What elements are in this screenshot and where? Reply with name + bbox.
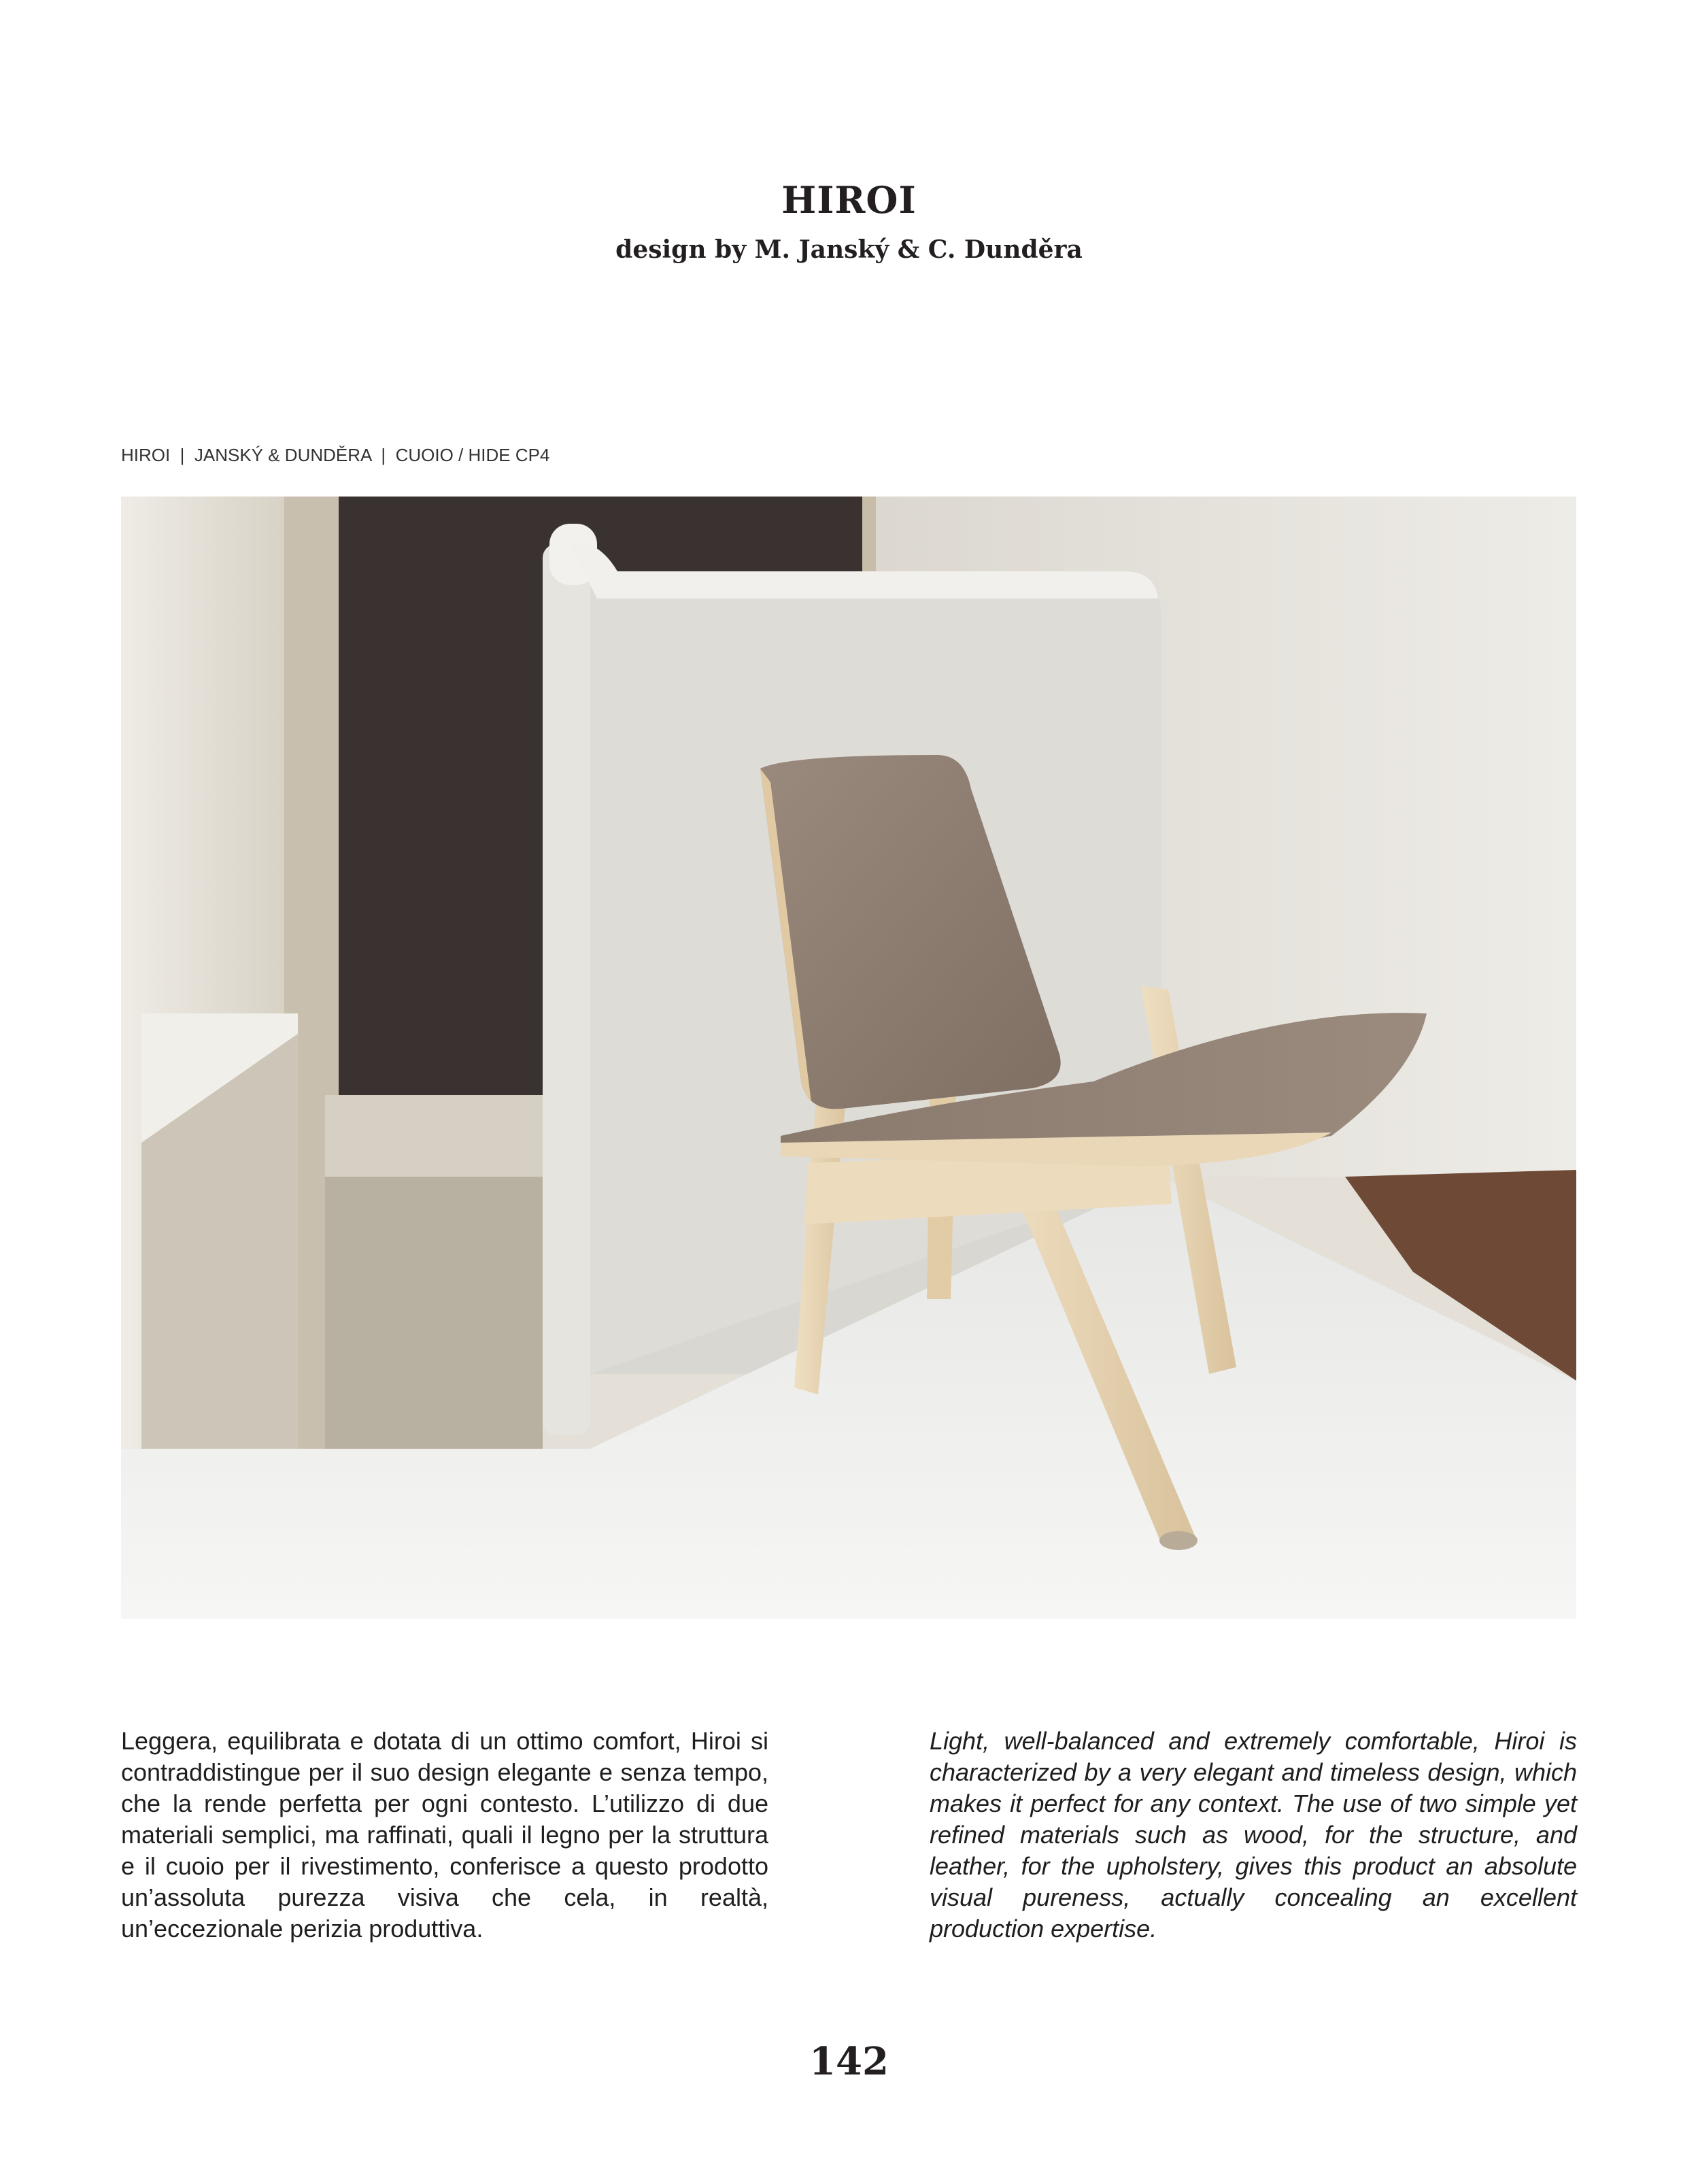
chair-illustration	[121, 497, 1576, 1619]
designer-credit: design by M. Janský & C. Dunděra	[615, 235, 1083, 264]
description-english: Light, well-balanced and extremely comfortable, Hiroi is characterized by a very elegant and timeless design, which makes it perfect for any context. The use of two simple yet refined materials such as wood, for the structure, and leather, for the upholstery, gives this product an absolute visual pureness, actually concealing an excellent production expertise.	[930, 1727, 1577, 1943]
description-italian: Leggera, equilibrata e dotata di un ottimo comfort, Hiroi si contraddistingue per il suo design elegante e senza tempo, che la rende perfetta per ogni contesto. L’utilizzo di due materiali semplici, ma raffinati, quali il legno per la struttura e il cuoio per il rivestimento, conferisce a questo prodotto un’assoluta purezza visiva che cela, in realtà, un’eccezionale perizia produttiva.	[121, 1727, 768, 1943]
page-number: 142	[809, 2039, 889, 2084]
product-caption: HIROI | JANSKÝ & DUNDĚRA | CUOIO / HIDE CP4	[121, 445, 550, 465]
page-title: HIROI	[781, 178, 917, 222]
product-photo	[121, 497, 1576, 1619]
